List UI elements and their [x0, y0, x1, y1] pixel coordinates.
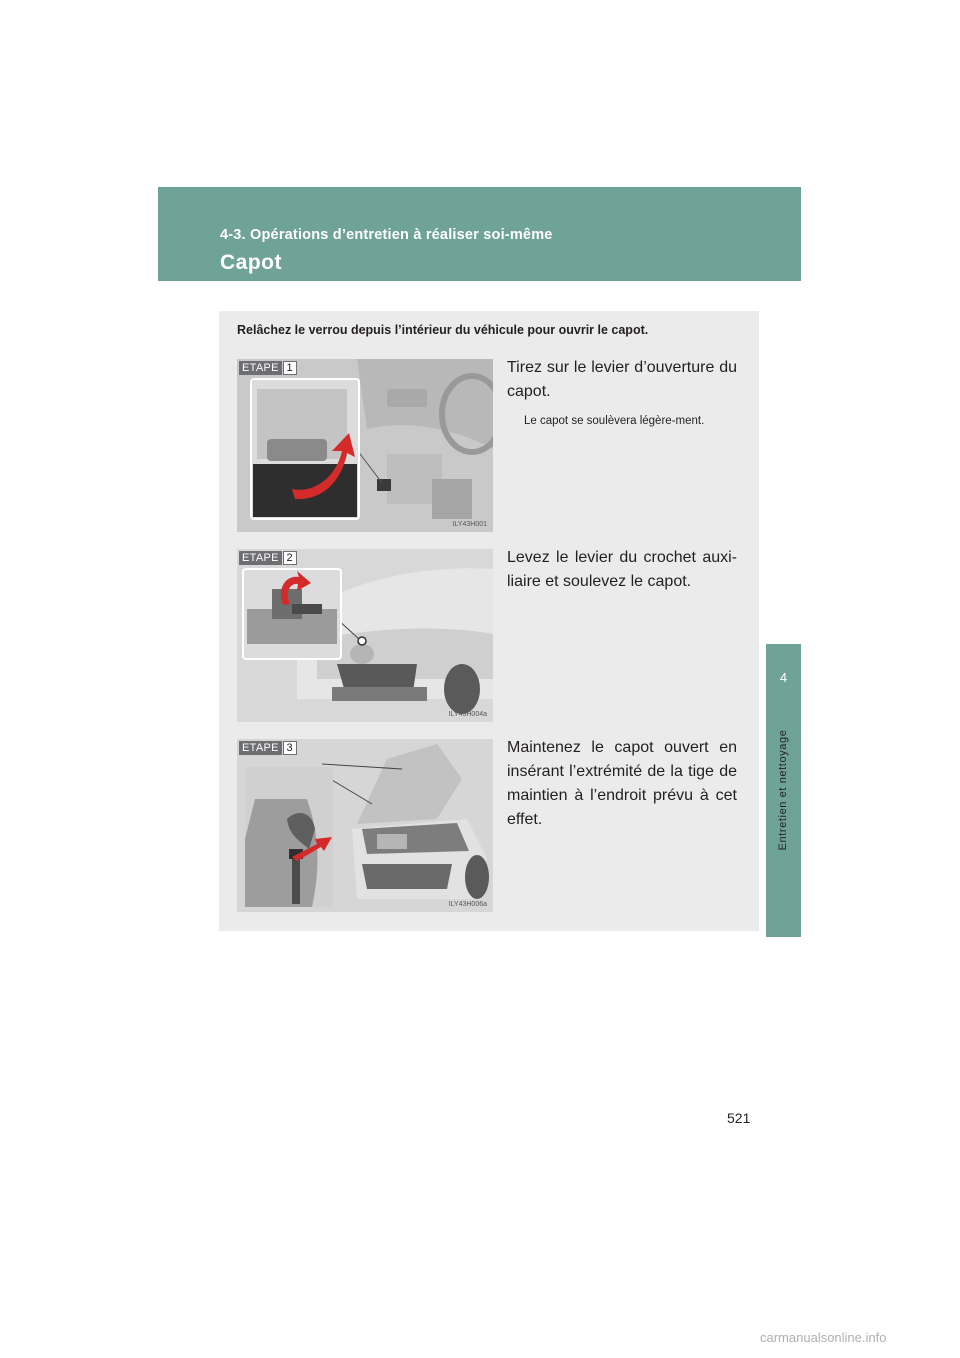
chapter-side-label: Entretien et nettoyage — [777, 729, 789, 851]
step-1-illustration — [237, 359, 493, 532]
car-front-illustration — [237, 549, 493, 722]
page-number: 521 — [727, 1110, 751, 1126]
step-2-illustration — [237, 549, 493, 722]
step-2-text: Levez le levier du crochet auxi-liaire et soulevez le capot. — [507, 549, 737, 590]
step-3-illustration — [237, 739, 493, 912]
step-2-badge: ETAPE 2 — [239, 551, 297, 565]
step-1-badge: ETAPE 1 — [239, 361, 297, 375]
step-1-text: Tirez sur le levier d’ouverture du capot. — [507, 359, 737, 400]
step-3-badge: ETAPE 3 — [239, 741, 297, 755]
page-title: Capot — [220, 251, 282, 274]
section-title: 4-3. Opérations d’entretien à réaliser soi-même — [220, 227, 553, 243]
chapter-number: 4 — [779, 670, 788, 685]
step-3-text: Maintenez le capot ouvert en insérant l’extrémité de la tige de maintien à l’endroit prévu à cet effet. — [507, 739, 737, 828]
image-code: ILY43H006a — [448, 901, 487, 908]
chapter-header — [158, 187, 801, 281]
content-panel — [219, 311, 759, 931]
step-1-note: Le capot se soulèvera légère-ment. — [524, 415, 705, 427]
watermark[interactable]: carmanualsonline.info — [760, 1330, 887, 1345]
dashboard-lever-illustration — [237, 359, 493, 532]
intro-text: Relâchez le verrou depuis l’intérieur du véhicule pour ouvrir le capot. — [237, 323, 649, 337]
image-code: ILY43H004a — [448, 711, 487, 718]
image-code: ILY43H001 — [452, 521, 487, 528]
open-hood-illustration — [237, 739, 493, 912]
